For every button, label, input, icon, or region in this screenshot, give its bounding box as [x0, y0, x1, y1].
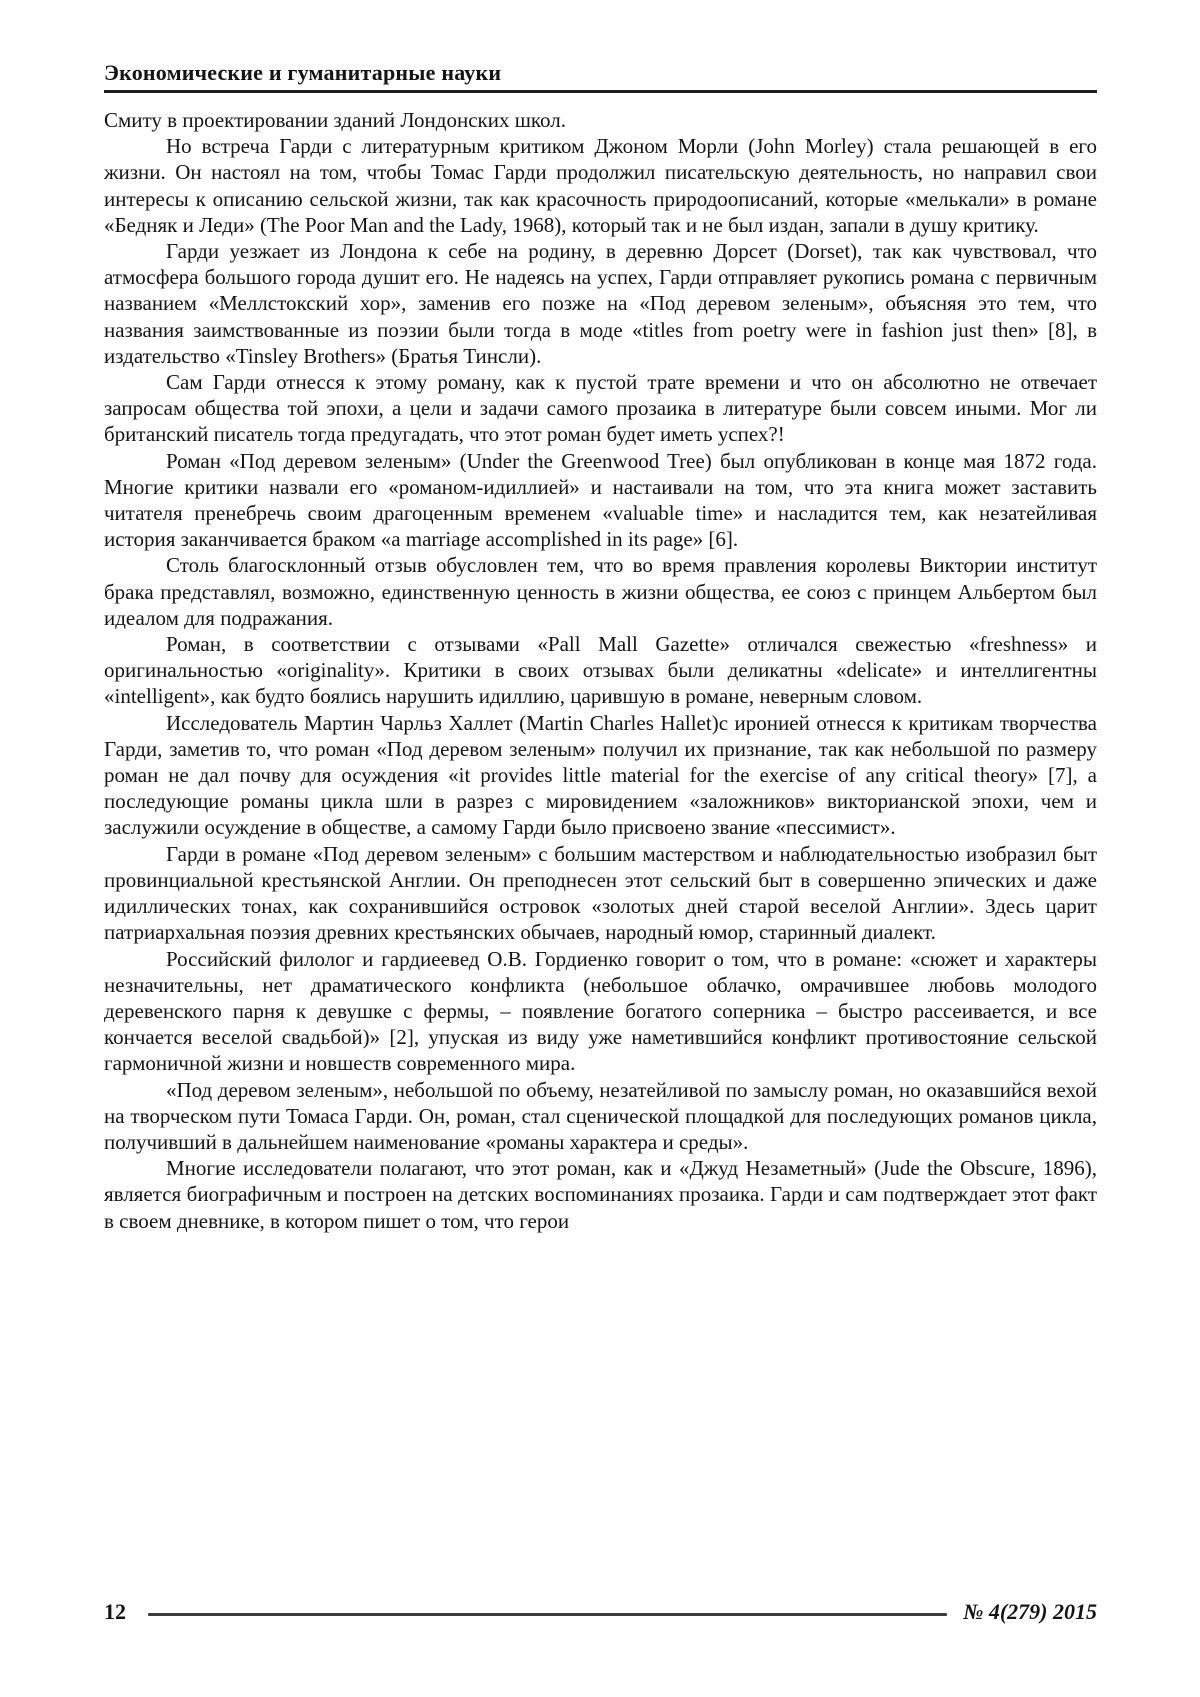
paragraph: Роман, в соответствии с отзывами «Pall Mall Gazette» отличался свежестью «freshness» и оригинальностью «originality». Критики в своих отзывах были деликатны «delicate» и интеллигентны «intelligent», как будто боялись нарушить идиллию, царившую в романе, неверным словом.: [104, 632, 1097, 709]
page-footer: [104, 1599, 1097, 1625]
issue-label: № 4(279) 2015: [963, 1599, 1097, 1624]
page-number: 12: [104, 1599, 126, 1624]
footer-rule: [148, 1613, 947, 1616]
paragraph: Российский филолог и гардиеевед О.В. Гордиенко говорит о том, что в романе: «сюжет и характеры незначительны, нет драматического конфликта (небольшое облачко, омрачившее любовь молодого деревенского парня к девушке с фермы, – появление богатого соперника – быстро рассеивается, и все кончается веселой свадьбой)» [2], упуская из виду уже наметившийся конфликт противостояние сельской гармоничной жизни и новшеств современного мира.: [104, 946, 1097, 1076]
paragraph: Сам Гарди отнесся к этому роману, как к пустой трате времени и что он абсолютно не отвечает запросам общества той эпохи, а цели и задачи самого прозаика в литературе были совсем иными. Мог ли британский писатель тогда предугадать, что этот роман будет иметь успех?!: [104, 370, 1097, 447]
paragraph: Но встреча Гарди с литературным критиком Джоном Морли (John Morley) стала решающей в его жизни. Он настоял на том, чтобы Томас Гарди продолжил писательскую деятельность, но направил свои интересы к описанию сельской жизни, так как красочность природоописаний, которые «мелькали» в романе «Бедняк и Леди» (The Poor Man and the Lady, 1968), который так и не был издан, запали в душу критику.: [104, 134, 1097, 237]
paragraph: Гарди уезжает из Лондона к себе на родину, в деревню Дорсет (Dorset), так как чувствовал, что атмосфера большого города душит его. Не надеясь на успех, Гарди отправляет рукопись романа с первичным названием «Меллстокский хор», заменив его позже на «Под деревом зеленым», объясняя это тем, что названия заимствованные из поэзии были тогда в моде «titles from poetry were in fashion just then» [8], в издательство «Tinsley Brothers» (Братья Тинсли).: [104, 239, 1097, 368]
paragraph: «Под деревом зеленым», небольшой по объему, незатейливой по замыслу роман, но оказавшийся вехой на творческом пути Томаса Гарди. Он, роман, стал сценической площадкой для последующих романов цикла, получивший в дальнейшем наименование «романы характера и среды».: [104, 1077, 1097, 1154]
paragraph: Многие исследователи полагают, что этот роман, как и «Джуд Незаметный» (Jude the Obscure, 1896), является биографичным и построен на детских воспоминаниях прозаика. Гарди и сам подтверждает этот факт в своем дневнике, в котором пишет о том, что герои: [104, 1156, 1097, 1233]
journal-section-title: Экономические и гуманитарные науки: [104, 60, 502, 85]
paragraph: Гарди в романе «Под деревом зеленым» с большим мастерством и наблюдательностью изобразил быт провинциальной крестьянской Англии. Он преподнесен этот сельский быт в совершенно эпических и даже идиллических тонах, как сохранившийся островок «золотых дней старой веселой Англии». Здесь царит патриархальная поэзия древних крестьянских обычаев, народный юмор, старинный диалект.: [104, 841, 1097, 945]
paragraph: Роман «Под деревом зеленым» (Under the Greenwood Tree) был опубликован в конце мая 1872 года. Многие критики назвали его «романом-идиллией» и настаивали на том, что эта книга может заставить читателя пренебречь своим драгоценным временем «valuable time» и насладится тем, как незатейливая история заканчивается браком «a marriage accomplished in its page» [6].: [104, 448, 1097, 552]
running-header: [104, 60, 1097, 93]
paragraph: Исследователь Мартин Чарльз Халлет (Martin Charles Hallet)с иронией отнесся к критикам творчества Гарди, заметив то, что роман «Под деревом зеленым» получил их признание, так как небольшой по размеру роман не дал почву для осуждения «it provides little material for the exercise of any critical theory» [7], а последующие романы цикла шли в разрез с мировидением «заложников» викторианской эпохи, чем и заслужили осуждение в обществе, а самому Гарди было присвоено звание «пессимист».: [104, 710, 1097, 840]
paragraph: Столь благосклонный отзыв обусловлен тем, что во время правления королевы Виктории институт брака представлял, возможно, единственную ценность в жизни общества, ее союз с принцем Альбертом был идеалом для подражания.: [104, 553, 1097, 630]
article-body: [104, 107, 1097, 1234]
paragraph-continuation: Смиту в проектировании зданий Лондонских школ.: [104, 108, 566, 132]
